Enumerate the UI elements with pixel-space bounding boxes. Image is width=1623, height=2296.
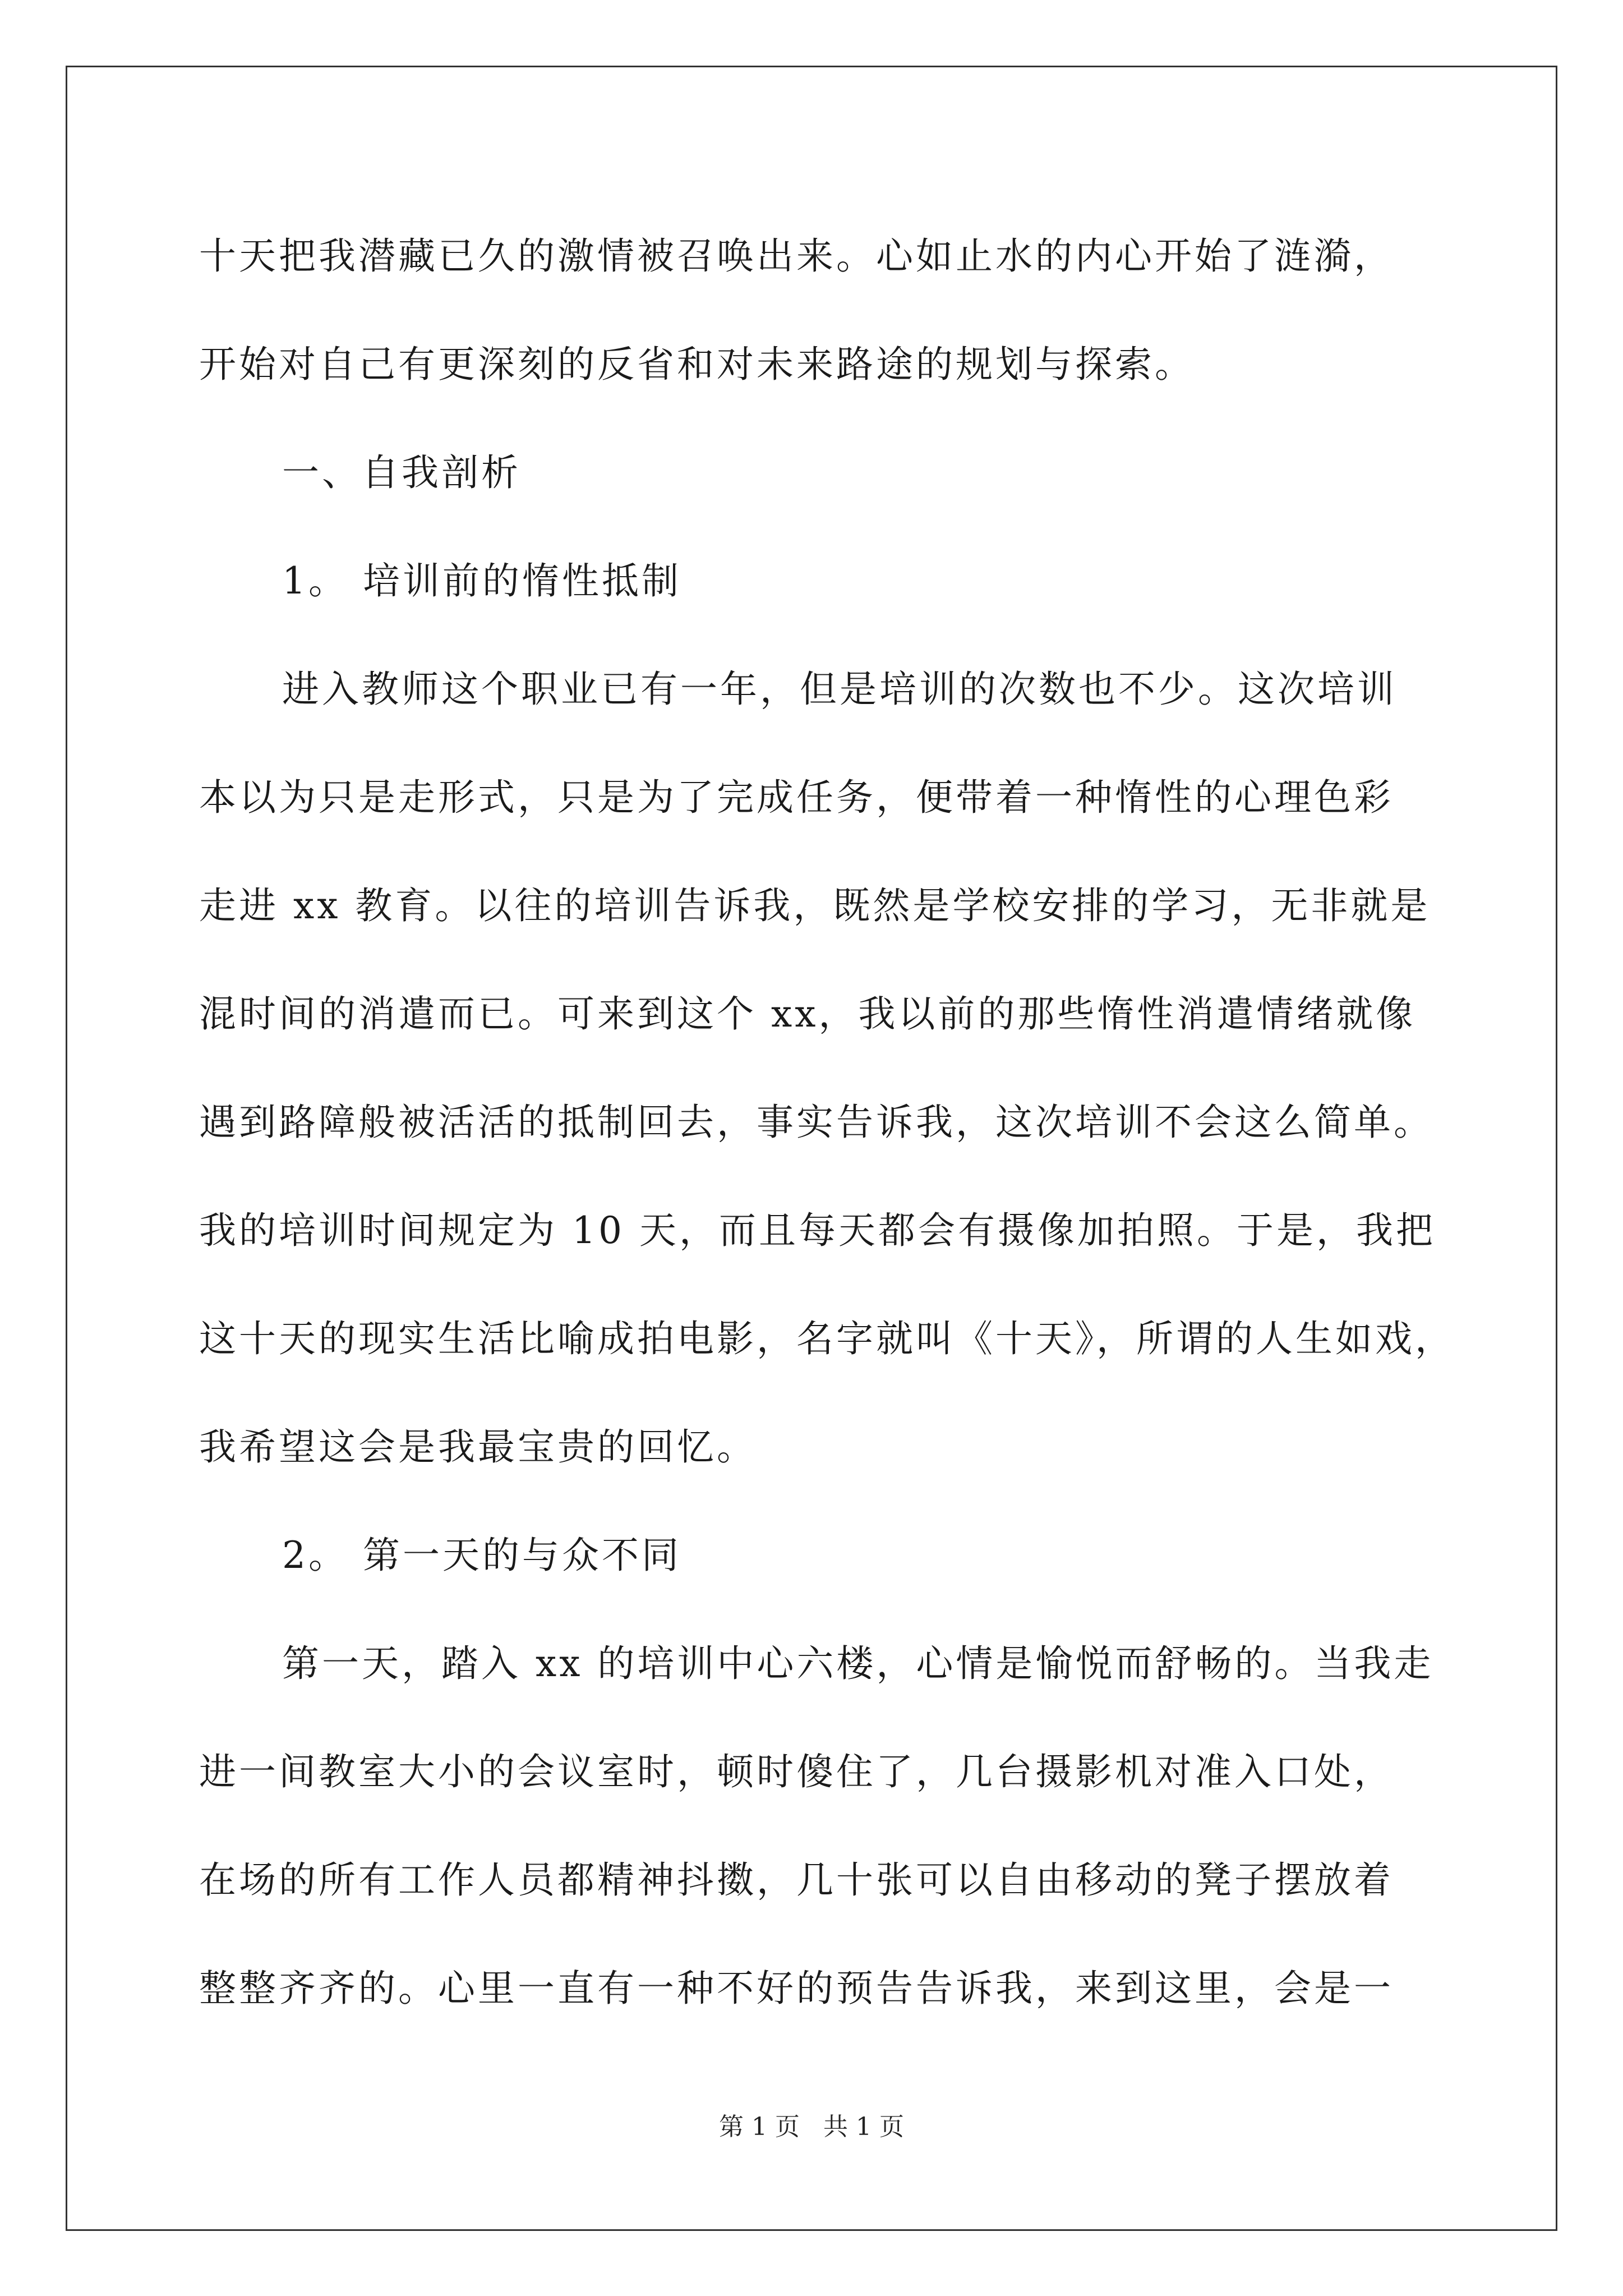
text-line <box>199 1393 1433 1501</box>
text-line <box>199 418 1433 527</box>
text-line-content: 遇到路障般被活活的抵制回去，事实告诉我，这次培训不会这么简单。 <box>199 1101 1433 1144</box>
text-line-content: 在场的所有工作人员都精神抖擞，几十张可以自由移动的凳子摆放着 <box>199 1858 1394 1902</box>
text-line <box>199 310 1433 418</box>
text-line <box>199 1934 1433 2042</box>
text-line-content: 第一天，踏入 xx 的培训中心六楼，心情是愉悦而舒畅的。当我走 <box>282 1642 1434 1685</box>
text-line <box>199 202 1433 310</box>
page-number: 第 1 页 <box>719 2113 800 2141</box>
text-line-content: 这十天的现实生活比喻成拍电影，名字就叫《十天》，所谓的人生如戏， <box>199 1317 1455 1360</box>
page-footer <box>0 2106 1623 2142</box>
text-line-content: 走进 xx 教育。以往的培训告诉我，既然是学校安排的学习，无非就是 <box>199 884 1431 927</box>
text-line-content: 2。 第一天的与众不同 <box>282 1534 681 1577</box>
text-line <box>199 743 1433 852</box>
text-line <box>199 635 1433 743</box>
text-line <box>199 527 1433 635</box>
text-line-content: 1。 培训前的惰性抵制 <box>282 559 681 602</box>
page-total: 共 1 页 <box>823 2113 904 2141</box>
text-line-content: 整整齐齐的。心里一直有一种不好的预告告诉我，来到这里，会是一 <box>199 1967 1394 2010</box>
text-line <box>199 1285 1455 1393</box>
text-line <box>199 960 1433 1068</box>
text-line-content: 十天把我潜藏已久的激情被召唤出来。心如止水的内心开始了涟漪， <box>199 234 1394 278</box>
text-line-content: 一、自我剖析 <box>282 451 521 494</box>
text-line-content: 混时间的消遣而已。可来到这个 xx，我以前的那些惰性消遣情绪就像 <box>199 992 1416 1036</box>
text-line-content: 进一间教室大小的会议室时，顿时傻住了，几台摄影机对准入口处， <box>199 1750 1394 1793</box>
text-line-content: 我希望这会是我最宝贵的回忆。 <box>199 1425 757 1469</box>
text-line-content: 本以为只是走形式，只是为了完成任务，便带着一种惰性的心理色彩 <box>199 776 1394 819</box>
text-line <box>199 1609 1433 1718</box>
text-line <box>199 1501 1433 1609</box>
text-line-content: 我的培训时间规定为 10 天，而且每天都会有摄像加拍照。于是，我把 <box>199 1209 1436 1252</box>
text-line <box>199 1068 1433 1176</box>
text-line <box>199 1176 1436 1285</box>
text-line-content: 进入教师这个职业已有一年，但是培训的次数也不少。这次培训 <box>282 668 1397 711</box>
text-line <box>199 1718 1433 1826</box>
text-line <box>199 1826 1433 1934</box>
text-line-content: 开始对自己有更深刻的反省和对未来路途的规划与探索。 <box>199 343 1195 386</box>
document-body <box>199 202 1455 2042</box>
text-line <box>199 852 1433 960</box>
